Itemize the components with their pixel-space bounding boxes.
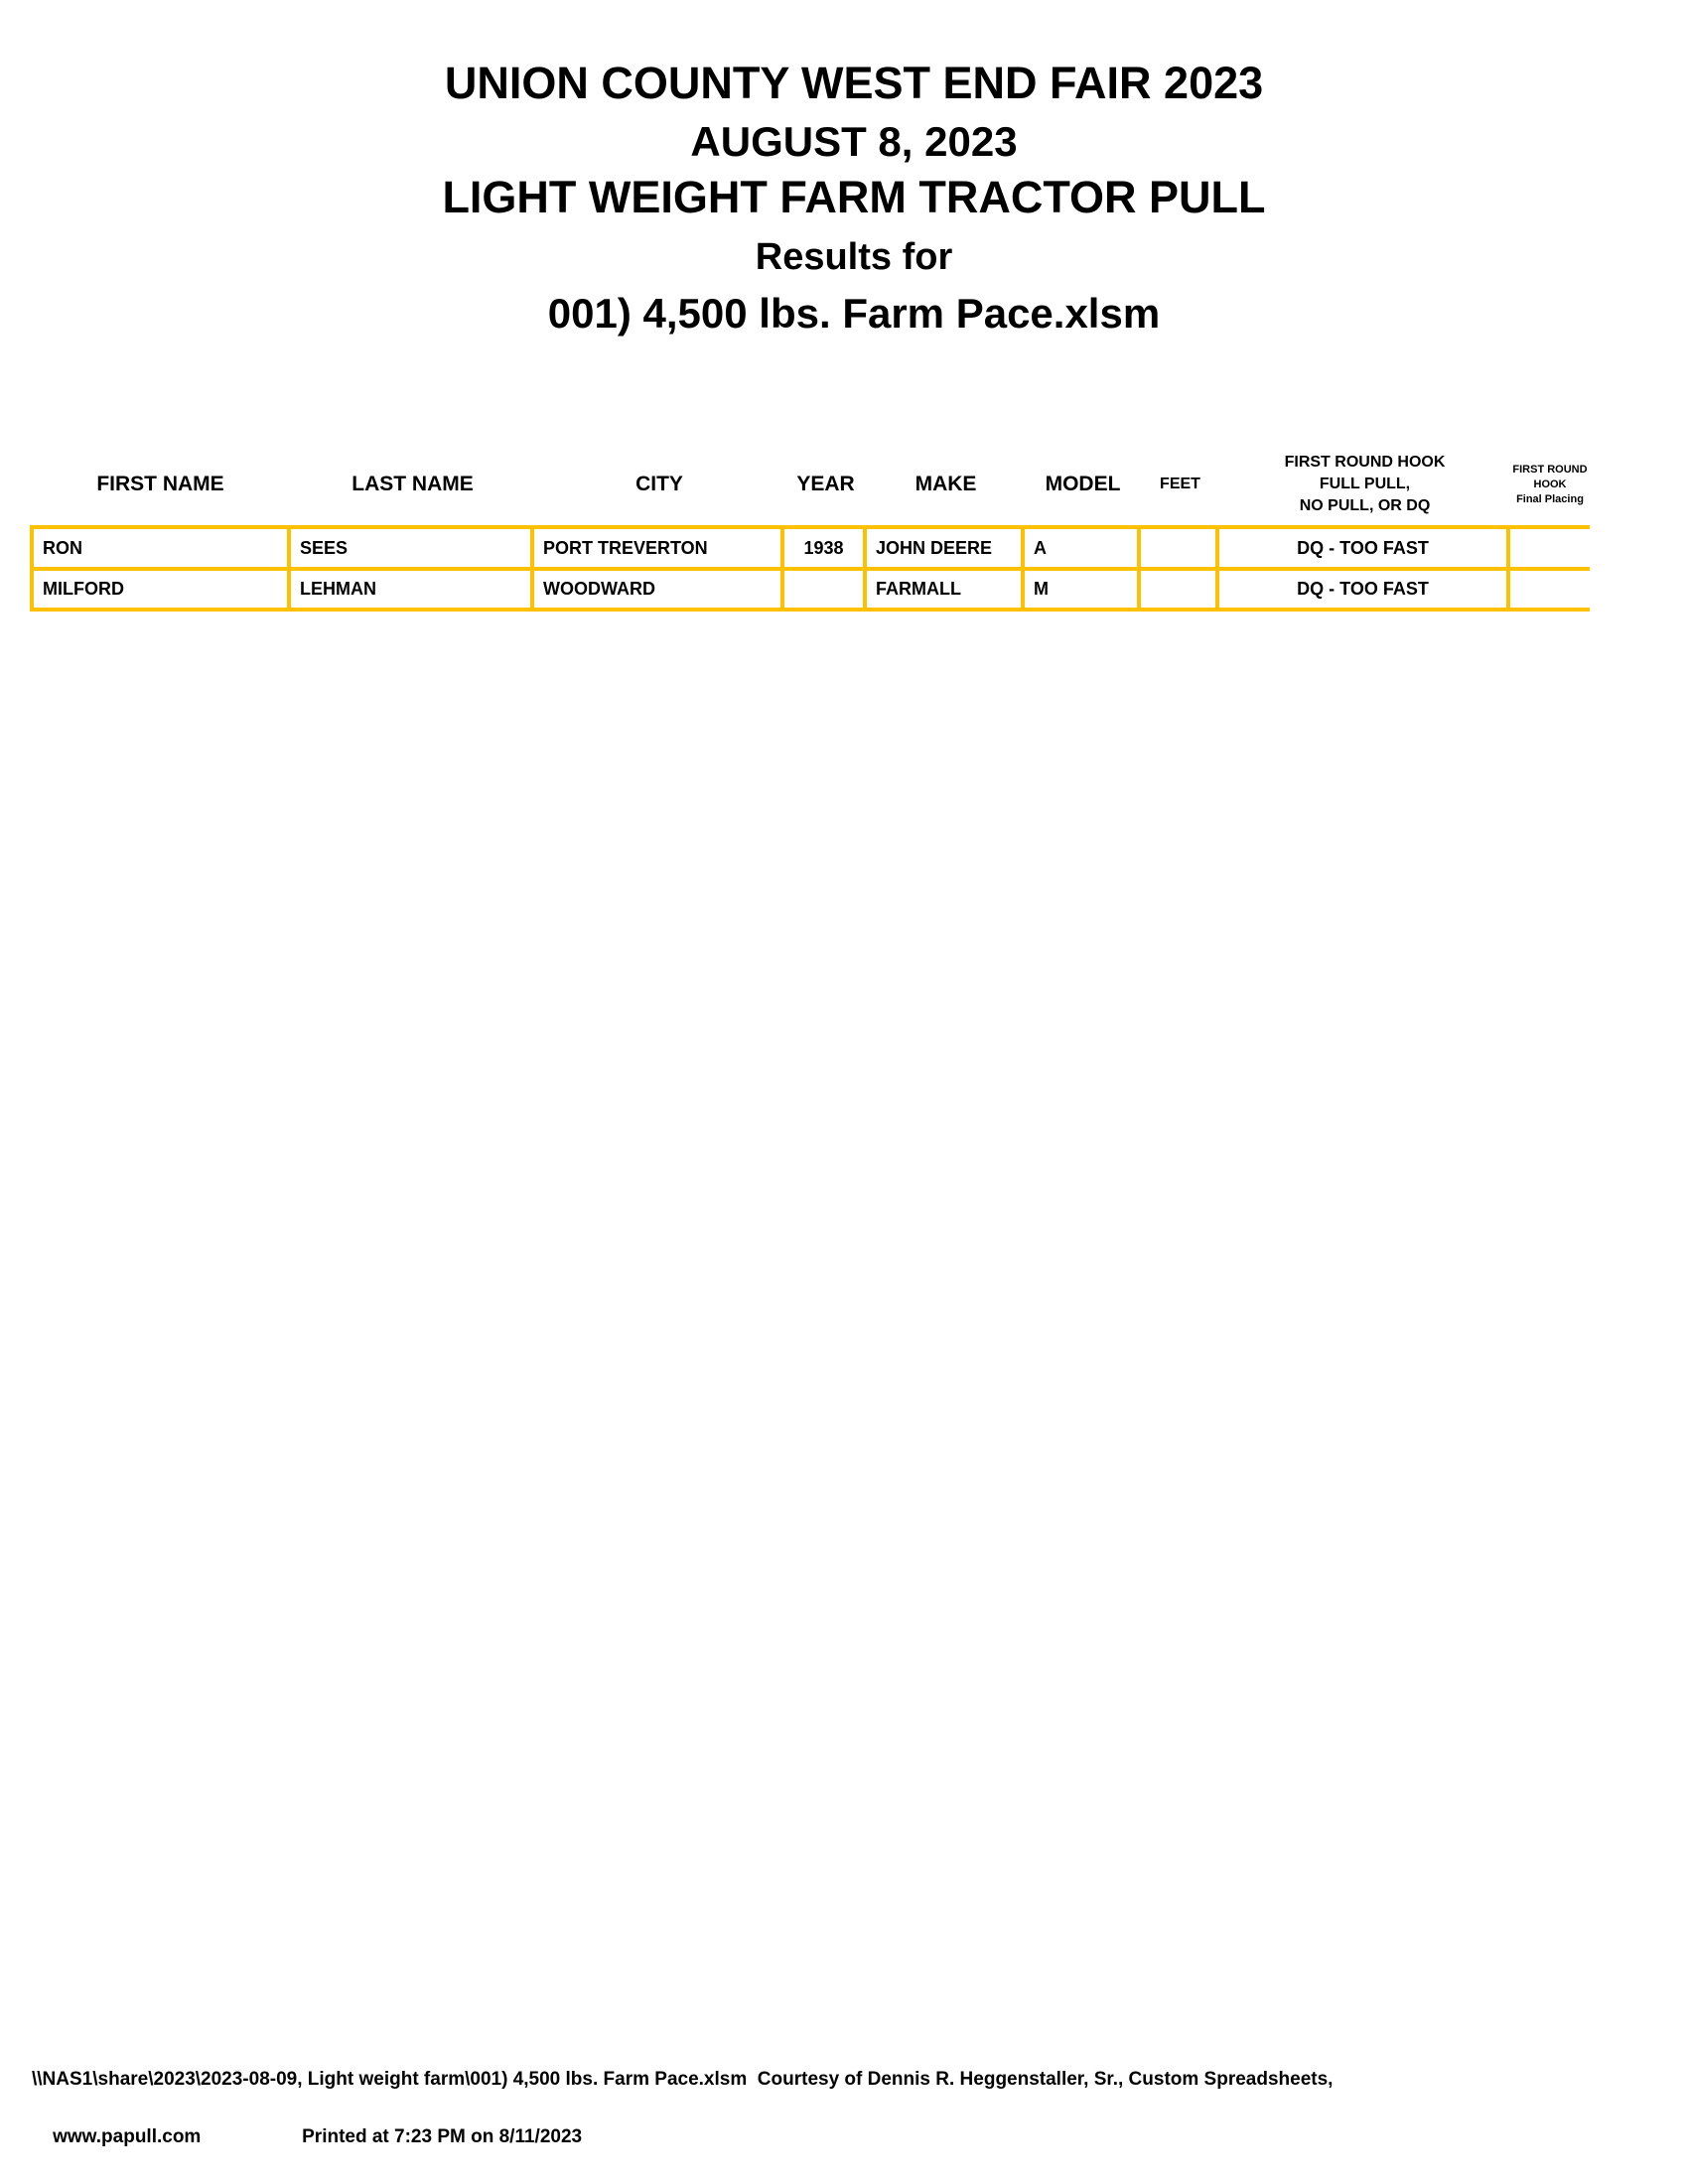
header-feet: FEET <box>1160 476 1200 493</box>
header-first-round-hook <box>1219 445 1510 524</box>
results-table <box>30 525 1590 612</box>
footer-printed-at: Printed at 7:23 PM on 8/11/2023 <box>302 2126 583 2147</box>
table-header-row <box>30 445 1590 524</box>
footer-print-info <box>32 2094 1660 2180</box>
header-placing-line-1: FIRST ROUND <box>1512 463 1588 476</box>
header-hook-line-3: NO PULL, OR DQ <box>1299 497 1431 514</box>
cell-make: FARMALL <box>867 571 1025 608</box>
cell-model: A <box>1025 529 1141 571</box>
cell-city: WOODWARD <box>534 571 784 608</box>
page-footer <box>32 2065 1660 2180</box>
cell-first-name: RON <box>34 529 291 571</box>
results-file-name: 001) 4,500 lbs. Farm Pace.xlsm <box>547 290 1161 337</box>
table-row <box>34 529 1590 571</box>
footer-file-path: \\NAS1\share\2023\2023-08-09, Light weight farm\001) 4,500 lbs. Farm Pace.xlsm Courtesy of Dennis R. Heggenstaller, Sr., Custom Spreadsheets, <box>32 2069 1334 2090</box>
cell-year <box>784 571 867 608</box>
cell-last-name: SEES <box>291 529 534 571</box>
cell-year: 1938 <box>784 529 867 571</box>
event-date: AUGUST 8, 2023 <box>690 118 1018 165</box>
cell-feet <box>1141 529 1219 571</box>
header-year: YEAR <box>796 473 855 496</box>
table-row <box>34 571 1590 608</box>
cell-first-round-hook: DQ - TOO FAST <box>1219 529 1510 571</box>
cell-feet <box>1141 571 1219 608</box>
event-title: UNION COUNTY WEST END FAIR 2023 <box>444 58 1264 108</box>
header-hook-line-1: FIRST ROUND HOOK <box>1284 454 1446 471</box>
cell-first-round-hook: DQ - TOO FAST <box>1219 571 1510 608</box>
header-placing-line-2: HOOK <box>1533 478 1567 490</box>
title-block <box>20 0 1688 357</box>
cell-last-name: LEHMAN <box>291 571 534 608</box>
header-model: MODEL <box>1045 473 1121 496</box>
event-class-title: LIGHT WEIGHT FARM TRACTOR PULL <box>442 172 1266 222</box>
footer-website: www.papull.com <box>53 2126 202 2147</box>
header-last-name: LAST NAME <box>352 473 474 496</box>
results-for-label: Results for <box>755 236 953 278</box>
cell-model: M <box>1025 571 1141 608</box>
cell-make: JOHN DEERE <box>867 529 1025 571</box>
header-first-name: FIRST NAME <box>96 473 224 496</box>
header-final-placing <box>1510 445 1590 524</box>
header-hook-line-2: FULL PULL, <box>1319 476 1411 492</box>
header-city: CITY <box>635 473 683 496</box>
cell-first-name: MILFORD <box>34 571 291 608</box>
cell-city: PORT TREVERTON <box>534 529 784 571</box>
header-placing-line-3: Final Placing <box>1516 492 1584 505</box>
cell-final-placing <box>1510 529 1590 571</box>
header-make: MAKE <box>914 473 977 496</box>
cell-final-placing <box>1510 571 1590 608</box>
